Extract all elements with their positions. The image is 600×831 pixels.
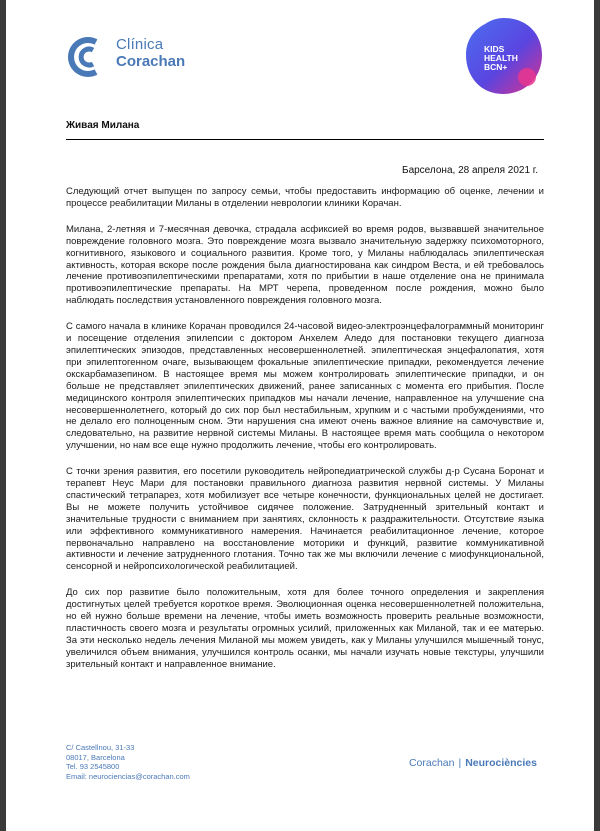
paragraph-2: Милана, 2-летняя и 7-месячная девочка, страдала асфиксией во время родов, вызвавшей значительное повреждение головного мозга. Это повреждение мозга вызвало значительную задержку психомоторного, когнитивного, языкового и социального развития. Кроме того, у Миланы наблюдалась эпилептическая активность, которая вскоре после рождения была диагностирована как синдром Веста, и ей требовалось лечение противоэпилептическими препаратами, хотя по прибытии в наше отделение она не принимала противоэпилептические препараты. На МРТ черепа, проведенном после рождения, можно было наблюдать последствия установленного повреждения головного мозга. — [66, 223, 544, 307]
brand-neurociencies: Neurociències — [465, 757, 537, 769]
header-divider — [66, 139, 544, 140]
kids-text: KIDS — [484, 44, 505, 54]
logo-text-corachan: Corachan — [116, 53, 186, 70]
health-text: HEALTH — [484, 53, 518, 63]
plus-text: + — [502, 62, 508, 72]
paragraph-1: Следующий отчет выпущен по запросу семьи, чтобы предоставить информацию об оценке, лечении и процессе реабилитации Миланы в отделении неврологии клиники Корачан. — [66, 186, 544, 209]
kids-health-bcn-wordmark — [484, 45, 544, 72]
clinica-corachan-logo — [66, 34, 186, 80]
corachan-c-icon — [66, 34, 110, 80]
paragraph-4: С точки зрения развития, его посетили руководитель нейропедиатрической службы д-р Сусана Боронат и терапевт Неус Мари для постановки правильного диагноза развития нервной системы. У Миланы спастический тетрапарез, хотя мобилизует все четыре конечности, функциональных целей не достигает. Вы не можете получить устойчивое сидячее положение. Затрудненный зрительный контакт и значительные трудности с вниманием при занятиях, склонность к раздражительности. Отсутствие языка или эффективного коммуникативного намерения. Начинается реабилитационное лечение, которое первоначально направлено на восстановление моторики и функций, развитие коммуникативной активности и лечение затрудненного глотания. Точно так же мы включили лечение с миофункциональной, сенсорной и нейропсихологической реабилитацией. — [66, 466, 544, 573]
letter-date: Барселона, 28 апреля 2021 г. — [402, 165, 538, 176]
brand-corachan: Corachan — [408, 757, 455, 769]
footer-address — [66, 743, 190, 781]
brand-separator: | — [458, 757, 462, 769]
paragraph-3: С самого начала в клинике Корачан проводился 24-часовой видео-электроэнцефалограммный мониторинг и посещение отделения эпилепсии с доктором Анхелем Аледо для постановки текущего диагноза эпилептических эпизодов, представленных несовершеннолетней. эпилептическая энцефалопатия, хотя при эпилептогенном очаге, вызывающем фокальные эпилептические припадки, рекомендуется лечение окскарбамазепином. В настоящее время мы можем контролировать эпилептические припадки, и он больше не представляет эпилептических движений, ранее записанных с момента его прибытия. После медицинского контроля эпилептических припадков мы начали лечение, направленное на улучшение сна несовершеннолетнего, который до сих пор был нестабильным, хрупким и с частыми пробуждениями, что не делало его полноценным сном. Эти нарушения сна имеют очень важное влияние на самочувствие и, следовательно, на развитие нервной системы Миланы. В настоящее время мать сообщила о некотором улучшении, но нам все еще нужно продолжить лечение, чтобы его контролировать. — [66, 321, 544, 452]
address-street: C/ Castellnou, 31-33 — [66, 743, 135, 752]
paragraph-5: До сих пор развитие было положительным, хотя для более точного определения и закрепления достигнутых целей требуется короткое время. Эволюционная оценка несовершеннолетней положительна, но ей нужно больше времени на лечение, чтобы иметь возможность проверить реальные возможности, пластичность своего мозга и результаты огромных усилий, приложенных как Миланой, так и ее матерью. За эти несколько недель лечения Миланой мы можем увидеть, как у Миланы улучшился мышечный тонус, увеличился объем внимания, улучшился контроль осанки, мы начали изучать новые текстуры, улучшили зрительный контакт и направленное внимание. — [66, 587, 544, 670]
phone-number: Tel. 93 2545800 — [66, 762, 120, 772]
letter-subject: Живая Милана — [66, 120, 140, 131]
email-address[interactable]: Email: neurociencias@corachan.com — [66, 771, 190, 781]
address-city: 08017, Barcelona — [66, 752, 125, 762]
footer-brand — [409, 757, 537, 769]
logo-text-clinica: Clínica — [116, 36, 164, 53]
letter-body — [66, 186, 544, 685]
letter-page — [6, 0, 594, 831]
bcn-text: BCN — [484, 62, 503, 72]
